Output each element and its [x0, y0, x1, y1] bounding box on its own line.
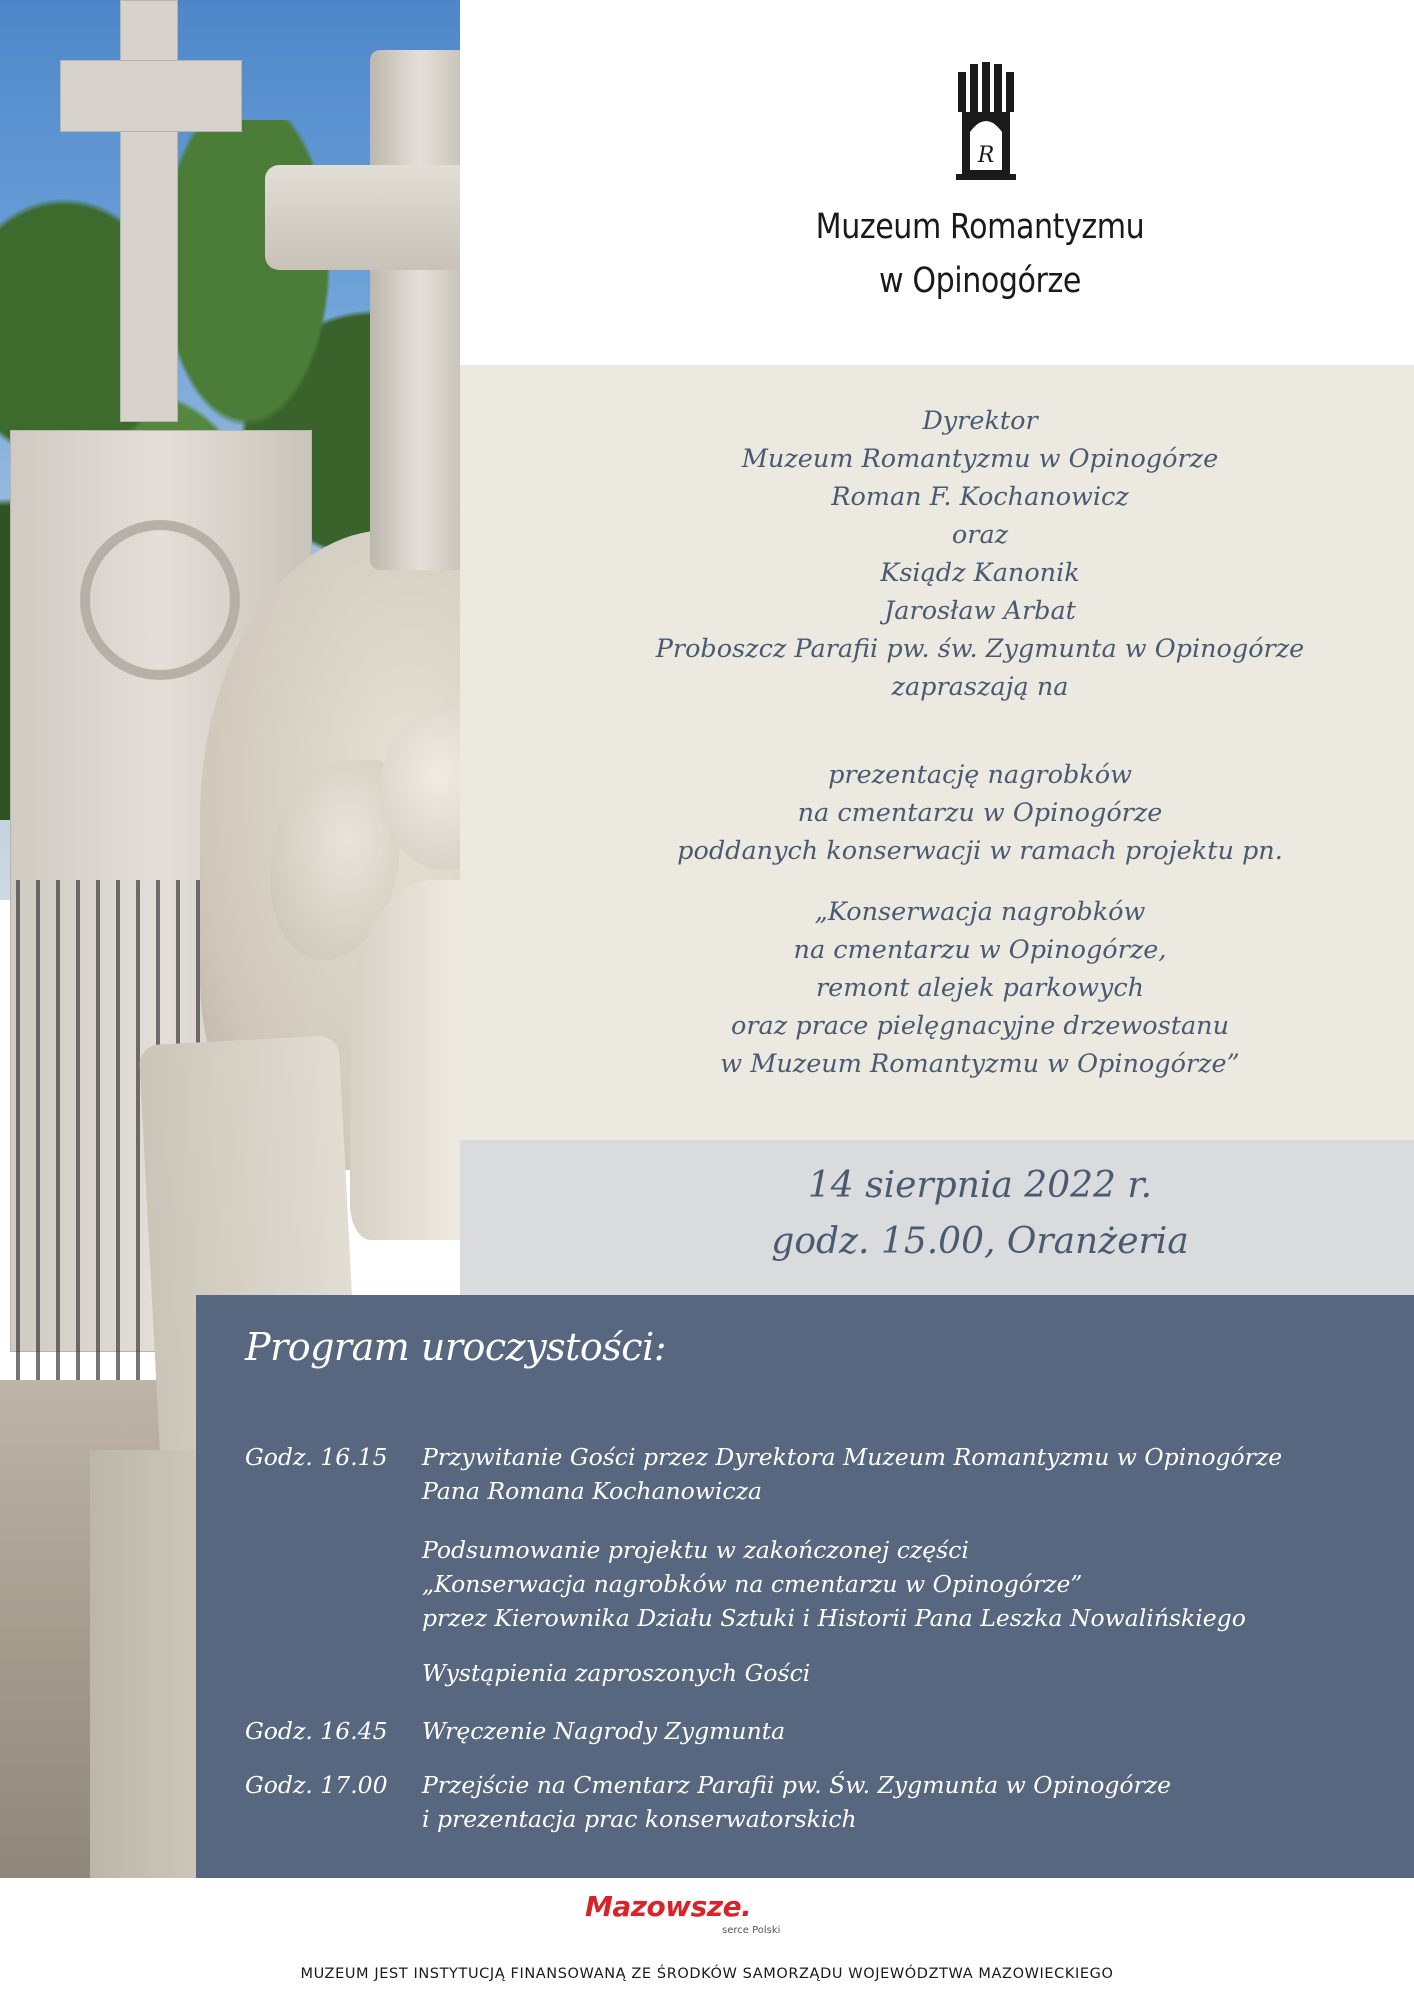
program-item-description — [422, 1768, 1382, 1836]
presentation-description — [600, 756, 1360, 870]
program-item-line: Wystąpienia zaproszonych Gości — [422, 1659, 811, 1687]
program-item-line: „Konserwacja nagrobków na cmentarzu w Opinogórze” — [422, 1570, 1083, 1598]
funding-note: MUZEUM JEST INSTYTUCJĄ FINANSOWANĄ ZE ŚRODKÓW SAMORZĄDU WOJEWÓDZTWA MAZOWIECKIEGO — [300, 1966, 1114, 1982]
museum-tower-r-logo-icon — [956, 62, 1016, 182]
invitation-line: Proboszcz Parafii pw. św. Zygmunta w Opinogórze — [655, 634, 1305, 664]
project-line: remont alejek parkowych — [815, 973, 1145, 1003]
presentation-line: poddanych konserwacji w ramach projektu pn. — [677, 836, 1283, 866]
invitation-line: oraz — [951, 520, 1009, 550]
invitation-hosts — [600, 402, 1360, 706]
event-time-place: godz. 15.00, Oranżeria — [771, 1221, 1189, 1262]
mazowsze-logo: Mazowsze. — [585, 1890, 752, 1923]
project-line: oraz prace pielęgnacyjne drzewostanu — [730, 1011, 1230, 1041]
museum-name-line2: w Opinogórze — [879, 261, 1081, 301]
project-line: „Konserwacja nagrobków — [814, 897, 1146, 927]
project-line: w Muzeum Romantyzmu w Opinogórze” — [720, 1049, 1240, 1079]
program-item-description — [422, 1714, 1382, 1748]
program-item-line: i prezentacja prac konserwatorskich — [422, 1805, 857, 1833]
program-item-line: Przejście na Cmentarz Parafii pw. Św. Zygmunta w Opinogórze — [422, 1771, 1172, 1799]
program-item-time: Godz. 16.15 — [245, 1443, 388, 1471]
program-item-line: Przywitanie Gości przez Dyrektora Muzeum Romantyzmu w Opinogórze — [422, 1443, 1283, 1471]
program-item-description — [422, 1440, 1382, 1508]
project-title — [600, 893, 1360, 1083]
program-item-time: Godz. 17.00 — [245, 1771, 388, 1799]
invitation-line: Ksiądz Kanonik — [880, 558, 1080, 588]
invitation-line: zapraszają na — [891, 672, 1069, 702]
front-cross-vertical — [370, 50, 470, 570]
program-item-line: Podsumowanie projektu w zakończonej części — [422, 1536, 969, 1564]
program-item-description — [422, 1656, 1382, 1690]
museum-name-line1: Muzeum Romantyzmu — [815, 207, 1145, 247]
program-item-time: Godz. 16.45 — [245, 1717, 388, 1745]
program-item-line: Pana Romana Kochanowicza — [422, 1477, 762, 1505]
presentation-line: na cmentarzu w Opinogórze — [797, 798, 1163, 828]
program-title: Program uroczystości: — [245, 1325, 667, 1369]
museum-name — [799, 200, 1160, 308]
monument-wreath — [80, 520, 240, 680]
invitation-line: Jarosław Arbat — [884, 596, 1076, 626]
program-item-line: Wręczenie Nagrody Zygmunta — [422, 1717, 786, 1745]
mazowsze-tagline: serce Polski — [722, 1925, 781, 1936]
event-date: 14 sierpnia 2022 r. — [807, 1165, 1153, 1206]
program-item-line: przez Kierownika Działu Sztuki i Historii Pana Leszka Nowalińskiego — [422, 1604, 1246, 1632]
presentation-line: prezentację nagrobków — [828, 760, 1132, 790]
invitation-line: Dyrektor — [922, 406, 1038, 436]
background-cross-horizontal — [60, 60, 242, 132]
event-date-time — [600, 1158, 1360, 1270]
invitation-line: Roman F. Kochanowicz — [831, 482, 1129, 512]
header — [460, 0, 1414, 365]
project-line: na cmentarzu w Opinogórze, — [793, 935, 1167, 965]
program-item-description — [422, 1533, 1382, 1635]
svg-text:R: R — [977, 143, 995, 168]
invitation-line: Muzeum Romantyzmu w Opinogórze — [741, 444, 1219, 474]
